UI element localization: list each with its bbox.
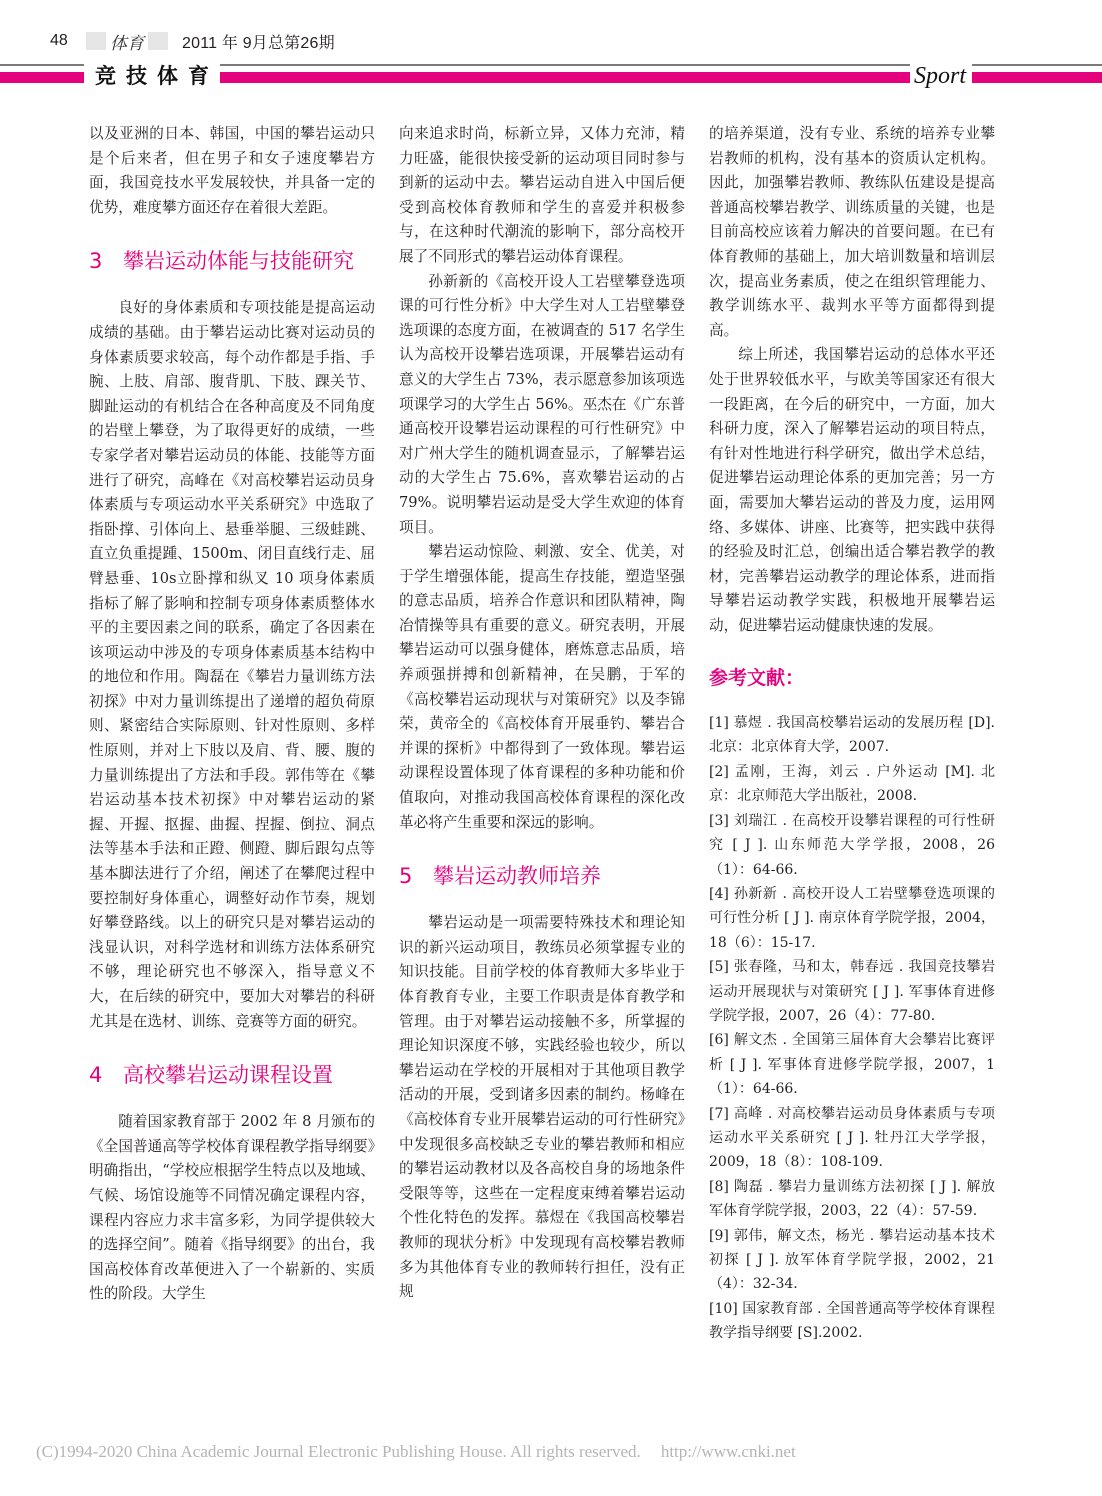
section-heading-3: [89, 248, 375, 274]
reference-item: [6] 解文杰 . 全国第三届体育大会攀岩比赛评析 [ J ]. 军事体育进修学院学报，2007，1（1）：64-66.: [709, 1032, 995, 1098]
paragraph: 孙新新的《高校开设人工岩壁攀登选项课的可行性分析》中大学生对人工岩壁攀登选项课的态度方面，在被调查的 517 名学生认为高校开设攀岩选项课，开展攀岩运动有意义的大学生占 73%，表示愿意参加该项选项课学习的大学生占 56%。巫杰在《广东普通高校开设攀岩运动课程的可行性研究》中对广州大学生的随机调查显示，了解攀岩运动的大学生占 75.6%，喜欢攀岩运动的占 79%。说明攀岩运动是受大学生欢迎的体育项目。: [399, 272, 685, 536]
heading-title: 高校攀岩运动课程设置: [123, 1063, 333, 1088]
copyright-footer: [36, 1442, 796, 1462]
section-heading-4: [89, 1062, 375, 1088]
logo-calligraphy: 体育: [110, 33, 144, 54]
rule-gray-left: [0, 64, 84, 66]
reference-item: [8] 陶磊 . 攀岩力量训练方法初探 [ J ]. 解放军体育学院学报，2003，22（4）：57-59.: [709, 1178, 995, 1220]
reference-item: [7] 高峰 . 对高校攀岩运动员身体素质与专项运动水平关系研究 [ J ]. 牡丹江大学学报，2009，18（8）：108-109.: [709, 1105, 995, 1171]
rule-gray-right: [972, 64, 1102, 66]
section-title-cn: 竞技体育: [95, 64, 219, 88]
paragraph: 综上所述，我国攀岩运动的总体水平还处于世界较低水平，与欧美等国家还有很大一段距离，在今后的研究中，一方面，加大科研力度，深入了解攀岩运动的项目特点，有针对性地进行科学研究，做出学术总结，促进攀岩运动理论体系的更加完善；另一方面，需要加大攀岩运动的普及力度，运用网络、多媒体、讲座、比赛等，把实践中获得的经验及时汇总，创编出适合攀岩教学的教材，完善攀岩运动教学的理论体系，进而指导攀岩运动教学实践，积极地开展攀岩运动，促进攀岩运动健康快速的发展。: [709, 346, 995, 634]
heading-title: 攀岩运动教师培养: [433, 864, 601, 889]
rule-pink-right: [972, 72, 1102, 83]
heading-number: 5: [399, 864, 413, 889]
rule-pink-left: [0, 72, 84, 83]
section-heading-5: [399, 863, 685, 889]
reference-item: [2] 孟刚，王海，刘云 . 户外运动 [M]. 北京：北京师范大学出版社，2008.: [709, 763, 995, 805]
section-title-en: Sport: [914, 63, 967, 89]
reference-item: [5] 张春隆，马和太，韩春远 . 我国竞技攀岩运动开展现状与对策研究 [ J ]. 军事体育进修学院学报，2007，26（4）：77-80.: [709, 959, 995, 1024]
reference-list: [709, 711, 995, 1346]
paragraph: 以及亚洲的日本、韩国，中国的攀岩运动只是个后来者，但在男子和女子速度攀岩方面，我国竞技水平发展较快，并具备一定的优势，难度攀方面还存在着很大差距。: [89, 125, 375, 216]
reference-item: [4] 孙新新 . 高校开设人工岩壁攀登选项课的可行性分析 [ J ]. 南京体育学院学报，2004，18（6）：15-17.: [709, 885, 995, 951]
reference-item: [10] 国家教育部 . 全国普通高等学校体育课程教学指导纲要 [S].2002.: [709, 1300, 995, 1342]
column-2: [399, 122, 685, 1305]
heading-number: 4: [89, 1063, 103, 1088]
heading-number: 3: [89, 249, 103, 274]
logo-pad-right: [148, 32, 168, 50]
running-head: [50, 30, 335, 52]
reference-item: [1] 慕煜 . 我国高校攀岩运动的发展历程 [D]. 北京：北京体育大学，2007.: [709, 715, 995, 756]
logo-pad-left: [86, 32, 106, 50]
paragraph: 随着国家教育部于 2002 年 8 月颁布的《全国普通高等学校体育课程教学指导纲要》明确指出，“学校应根据学生特点以及地域、气候、场馆设施等不同情况确定课程内容，课程内容应力求丰富多彩，为同学提供较大的选择空间”。随着《指导纲要》的出台，我国高校体育改革便进入了一个崭新的、实质性的阶段。大学生: [89, 1113, 375, 1303]
page-number: 48: [50, 32, 68, 49]
paragraph: 的培养渠道，没有专业、系统的培养专业攀岩教师的机构，没有基本的资质认定机构。因此，加强攀岩教师、教练队伍建设是提高普通高校攀岩教学、训练质量的关键，也是目前高校应该着力解决的首要问题。在已有体育教师的基础上，加大培训数量和培训层次，提高业务素质，使之在组织管理能力、教学训练水平、裁判水平等方面都得到提高。: [709, 125, 995, 339]
rule-gray-middle: [220, 64, 910, 66]
heading-title: 攀岩运动体能与技能研究: [123, 249, 354, 274]
column-1: [89, 122, 375, 1307]
footer-url[interactable]: http://www.cnki.net: [660, 1442, 796, 1461]
references-heading: 参考文献：: [709, 667, 805, 690]
rule-pink-middle: [220, 72, 910, 83]
issue-info: 2011 年 9月总第26期: [182, 34, 335, 52]
journal-logo: [86, 29, 168, 54]
paragraph: 向来追求时尚，标新立异，又体力充沛，精力旺盛，能很快接受新的运动项目同时参与到新的运动中去。攀岩运动自进入中国后便受到高校体育教师和学生的喜爱并积极参与，在这种时代潮流的影响下，部分高校开展了不同形式的攀岩运动体育课程。: [399, 125, 685, 265]
paragraph: 良好的身体素质和专项技能是提高运动成绩的基础。由于攀岩运动比赛对运动员的身体素质要求较高，每个动作都是手指、手腕、上肢、肩部、腹背肌、下肢、踝关节、脚趾运动的有机结合在各种高度及不同角度的岩壁上攀登，为了取得更好的成绩，一些专家学者对攀岩运动员的体能、技能等方面进行了研究，高峰在《对高校攀岩运动员身体素质与专项运动水平关系研究》中选取了指卧撑、引体向上、悬垂举腿、三级蛙跳、直立负重提踵、1500m、闭目直线行走、屈臂悬垂、10s立卧撑和纵叉 10 项身体素质指标了解了影响和控制专项身体素质整体水平的主要因素之间的联系，确定了各因素在该项运动中涉及的专项身体素质基本结构中的地位和作用。陶磊在《攀岩力量训练方法初探》中对力量训练提出了递增的超负荷原则、紧密结合实际原则、针对性原则、多样性原则，并对上下肢以及肩、背、腰、腹的力量训练提出了方法和手段。郭伟等在《攀岩运动基本技术初探》中对攀岩运动的紧握、开握、抠握、曲握、捏握、倒拉、洞点法等基本手法和正蹬、侧蹬、脚后跟勾点等基本脚法进行了介绍，阐述了在攀爬过程中要控制好身体重心，调整好动作节奏，规划好攀登路线。以上的研究只是对攀岩运动的浅显认识，对科学选材和训练方法体系研究不够，理论研究也不够深入，指导意义不大，在后续的研究中，要加大对攀岩的科研尤其是在选材、训练、竞赛等方面的研究。: [89, 299, 375, 1030]
section-banner: [0, 62, 1102, 92]
paragraph: 攀岩运动惊险、刺激、安全、优美，对于学生增强体能，提高生存技能，塑造坚强的意志品质，培养合作意识和团队精神，陶冶情操等具有重要的意义。研究表明，开展攀岩运动可以强身健体，磨炼意志品质，培养顽强拼搏和创新精神，在吴鹏，于军的《高校攀岩运动现状与对策研究》以及李锦荣，黄帝全的《高校体育开展垂钓、攀岩合并课的探析》中都得到了一致体现。攀岩运动课程设置体现了体育课程的多种功能和价值取向，对推动我国高校体育课程的深化改革必将产生重要和深远的影响。: [399, 543, 685, 831]
copyright-text: (C)1994-2020 China Academic Journal Electronic Publishing House. All rights reserved.: [36, 1442, 641, 1461]
column-3: [709, 122, 995, 1346]
paragraph: 攀岩运动是一项需要特殊技术和理论知识的新兴运动项目，教练员必须掌握专业的知识技能。目前学校的体育教师大多毕业于体育教育专业，主要工作职责是体育教学和管理。由于对攀岩运动接触不多，所掌握的理论知识深度不够，实践经验也较少，所以攀岩运动在学校的开展相对于其他项目教学活动的开展，受到诸多因素的制约。杨峰在《高校体育专业开展攀岩运动的可行性研究》中发现很多高校缺乏专业的攀岩教师和相应的攀岩运动教材以及各高校自身的场地条件受限等等，这些在一定程度束缚着攀岩运动个性化特色的发挥。慕煜在《我国高校攀岩教师的现状分析》中发现现有高校攀岩教师多为其他体育专业的教师转行担任，没有正规: [399, 914, 685, 1301]
reference-item: [3] 刘瑞江 . 在高校开设攀岩课程的可行性研究 [ J ]. 山东师范大学学报，2008，26（1）：64-66.: [709, 812, 995, 878]
reference-item: [9] 郭伟，解文杰，杨光 . 攀岩运动基本技术初探 [ J ]. 放军体育学院学报，2002，21（4）：32-34.: [709, 1227, 995, 1293]
